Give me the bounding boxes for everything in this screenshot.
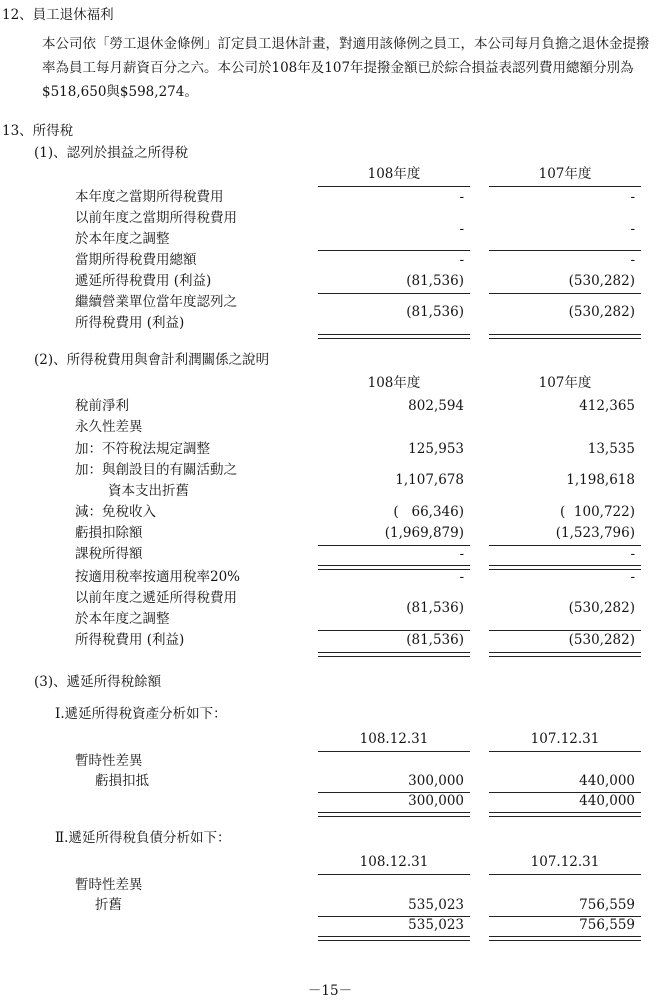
col-header-107: 107年度 [538, 375, 592, 391]
subtotal-rule [489, 630, 641, 631]
header-rule [489, 874, 641, 875]
row-label: 以前年度之當期所得稅費用 [75, 210, 237, 226]
row-label: 稅前淨利 [75, 398, 129, 414]
row-value-107: - [630, 569, 635, 585]
section-13-title: 13、所得稅 [2, 123, 74, 139]
subtotal-rule [318, 545, 470, 546]
col-header-107: 107.12.31 [530, 854, 600, 870]
subsection-1-title: (1)、認列於損益之所得稅 [34, 145, 189, 161]
row-label: 於本年度之調整 [75, 231, 170, 247]
total-double-rule [489, 565, 641, 570]
row-label: 按適用稅率按適用稅率20% [75, 569, 241, 585]
row-value-107: 756,559 [579, 897, 635, 913]
row-label: 暫時性差異 [75, 753, 143, 769]
row-value-107: 440,000 [579, 773, 635, 789]
row-value-107: ( 100,722) [560, 504, 635, 520]
col-header-108: 108年度 [367, 166, 421, 182]
total-double-rule [489, 812, 641, 817]
total-value-108: 535,023 [408, 917, 464, 933]
total-double-rule [318, 652, 470, 657]
subtotal-rule [489, 250, 641, 251]
row-value-107: (530,282) [568, 632, 635, 648]
col-header-108: 108.12.31 [359, 731, 429, 747]
row-label: 永久性差異 [75, 419, 143, 435]
header-rule [318, 874, 470, 875]
row-value-108: - [459, 546, 464, 562]
row-value-108: - [459, 569, 464, 585]
assets-analysis-title: Ⅰ.遞延所得稅資產分析如下： [55, 706, 227, 722]
row-label: 課稅所得額 [75, 546, 143, 562]
subtotal-rule [489, 293, 641, 294]
row-value-107: (1,523,796) [555, 525, 635, 541]
section-12-title: 12、員工退休福利 [2, 7, 114, 23]
row-value-108: 535,023 [408, 897, 464, 913]
row-label: 加：與創設目的有關活動之 [75, 462, 237, 478]
header-rule [318, 751, 470, 752]
row-label: 暫時性差異 [75, 877, 143, 893]
row-label: 減：免稅收入 [75, 504, 156, 520]
total-double-rule [489, 334, 641, 339]
row-value-107: (530,282) [568, 273, 635, 289]
row-label: 加：不符稅法規定調整 [75, 441, 210, 457]
header-rule [489, 186, 641, 187]
row-value-107: (530,282) [568, 304, 635, 320]
row-value-108: - [459, 252, 464, 268]
col-header-108: 108.12.31 [359, 854, 429, 870]
total-value-108: 300,000 [408, 793, 464, 809]
header-rule [489, 751, 641, 752]
row-value-108: 802,594 [408, 398, 464, 414]
row-label: 本年度之當期所得稅費用 [75, 189, 224, 205]
total-double-rule [318, 936, 470, 941]
row-value-107: - [630, 221, 635, 237]
section-12-paragraph: 本公司依「勞工退休金條例」訂定員工退休計畫，對適用該條例之員工，本公司每月負擔之退休金提撥率為員工每月薪資百分之六。本公司於108年及107年提撥金額已於綜合損益表認列費用總額分別為$518,650與$598,274。 [42, 36, 650, 100]
liabilities-analysis-title: Ⅱ.遞延所得稅負債分析如下： [55, 830, 231, 846]
subtotal-rule [489, 545, 641, 546]
row-value-107: - [630, 546, 635, 562]
row-label: 所得稅費用 (利益) [75, 632, 185, 648]
row-value-108: 300,000 [408, 773, 464, 789]
row-value-108: (81,536) [406, 273, 464, 289]
row-value-107: - [630, 189, 635, 205]
row-label: 虧損扣除額 [75, 525, 143, 541]
row-value-107: 13,535 [587, 441, 635, 457]
row-value-107: (530,282) [568, 600, 635, 616]
row-value-108: 1,107,678 [395, 472, 464, 488]
col-header-107: 107.12.31 [530, 731, 600, 747]
total-double-rule [489, 652, 641, 657]
total-double-rule [489, 936, 641, 941]
row-label: 當期所得稅費用總額 [75, 252, 197, 268]
row-label: 遞延所得稅費用 (利益) [75, 273, 212, 289]
row-label: 所得稅費用 (利益) [75, 315, 185, 331]
row-value-108: (81,536) [406, 600, 464, 616]
total-double-rule [318, 334, 470, 339]
row-value-108: ( 66,346) [393, 504, 464, 520]
subsection-3-title: (3)、遞延所得稅餘額 [34, 674, 162, 690]
row-value-108: 125,953 [408, 441, 464, 457]
subtotal-rule [318, 293, 470, 294]
row-value-108: (1,969,879) [384, 525, 464, 541]
row-label: 以前年度之遞延所得稅費用 [75, 590, 237, 606]
row-label: 資本支出折舊 [108, 483, 189, 499]
col-header-107: 107年度 [538, 166, 592, 182]
row-value-108: - [459, 221, 464, 237]
row-label: 繼續營業單位當年度認列之 [75, 294, 237, 310]
row-value-108: - [459, 189, 464, 205]
header-rule [318, 186, 470, 187]
page-number: －15－ [307, 983, 353, 999]
total-value-107: 756,559 [579, 917, 635, 933]
subsection-2-title: (2)、所得稅費用與會計利潤關係之說明 [34, 352, 270, 368]
row-label: 虧損扣抵 [95, 773, 149, 789]
total-double-rule [318, 565, 470, 570]
row-value-108: (81,536) [406, 632, 464, 648]
row-value-107: 412,365 [579, 398, 635, 414]
subtotal-rule [318, 250, 470, 251]
total-value-107: 440,000 [579, 793, 635, 809]
row-label: 於本年度之調整 [75, 611, 170, 627]
row-value-108: (81,536) [406, 304, 464, 320]
row-label: 折舊 [95, 897, 122, 913]
col-header-108: 108年度 [367, 375, 421, 391]
total-double-rule [318, 812, 470, 817]
row-value-107: - [630, 252, 635, 268]
row-value-107: 1,198,618 [566, 472, 635, 488]
subtotal-rule [318, 630, 470, 631]
